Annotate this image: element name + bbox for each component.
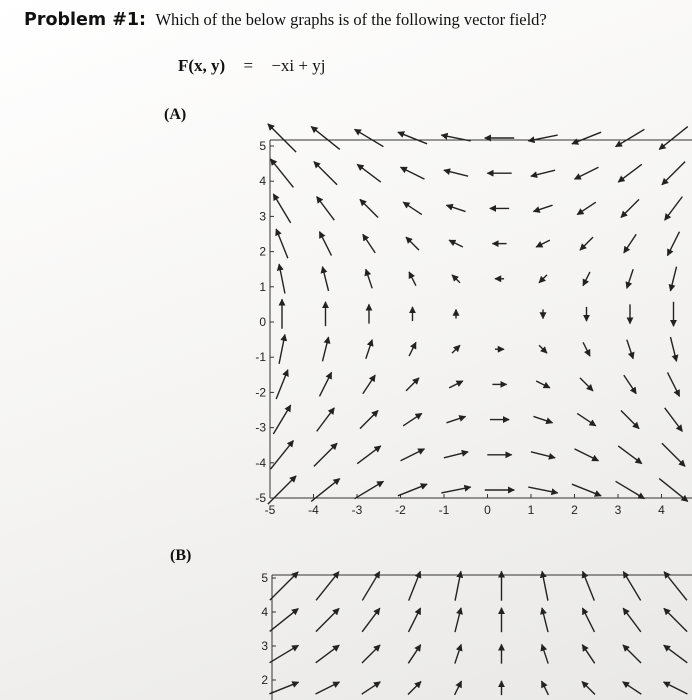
- field-arrow: [618, 164, 642, 182]
- field-arrow: [582, 645, 594, 664]
- field-arrow: [533, 205, 552, 211]
- field-arrow: [455, 571, 461, 600]
- field-arrow: [670, 267, 676, 291]
- x-tick-label: 0: [484, 503, 491, 517]
- field-arrow: [268, 124, 296, 152]
- field-arrow: [316, 682, 340, 694]
- field-arrow: [401, 449, 425, 461]
- y-tick-label: 2: [261, 673, 268, 687]
- field-arrow: [542, 608, 548, 632]
- field-arrow: [583, 272, 590, 286]
- field-arrow: [363, 234, 375, 253]
- field-arrow: [279, 335, 285, 364]
- field-arrow: [452, 275, 460, 283]
- field-arrow: [317, 197, 335, 221]
- y-tick-label: 0: [259, 315, 266, 329]
- field-arrow: [268, 476, 296, 504]
- field-arrow: [360, 411, 378, 429]
- field-arrow: [408, 645, 420, 664]
- field-arrow: [664, 682, 688, 694]
- field-arrow: [360, 199, 378, 217]
- field-arrow: [531, 452, 555, 458]
- x-tick-label: -2: [395, 503, 406, 517]
- field-arrow: [279, 264, 285, 293]
- x-tick-label: 3: [614, 503, 622, 517]
- field-arrow: [273, 405, 290, 434]
- field-arrow: [316, 645, 340, 663]
- x-tick-label: -1: [438, 503, 450, 517]
- x-tick-label: -5: [264, 503, 276, 517]
- field-arrow: [627, 340, 633, 359]
- field-arrow: [403, 413, 422, 425]
- field-arrow: [539, 345, 547, 353]
- field-arrow: [455, 644, 461, 663]
- field-arrow: [357, 446, 381, 464]
- x-tick-label: -4: [308, 503, 319, 517]
- field-arrow: [314, 162, 337, 185]
- field-arrow: [320, 232, 332, 256]
- field-arrow: [668, 232, 680, 256]
- field-arrow: [664, 608, 687, 631]
- field-arrow: [320, 372, 332, 396]
- field-arrow: [455, 608, 461, 632]
- field-arrow: [623, 572, 640, 601]
- y-tick-label: 4: [259, 174, 266, 189]
- field-arrow: [582, 681, 595, 694]
- field-arrow: [627, 269, 633, 288]
- field-arrow: [577, 202, 596, 214]
- field-arrow: [444, 452, 468, 458]
- field-arrow: [446, 416, 465, 422]
- field-arrow: [542, 644, 548, 663]
- field-arrow: [624, 234, 636, 253]
- field-arrow: [271, 159, 294, 188]
- field-arrow: [409, 342, 416, 356]
- field-arrow: [366, 340, 372, 359]
- field-arrow: [665, 408, 683, 432]
- field-arrow: [408, 681, 421, 694]
- formula-rhs: −xi + yj: [271, 56, 326, 75]
- field-arrow: [362, 645, 380, 663]
- problem-question: Which of the below graphs is of the following vector field?: [155, 10, 547, 29]
- field-arrow: [580, 237, 593, 250]
- field-arrow: [577, 413, 596, 425]
- field-arrow: [271, 441, 294, 470]
- field-arrow: [355, 129, 384, 146]
- x-tick-label: 2: [571, 503, 578, 517]
- field-arrow: [659, 127, 688, 150]
- field-arrow: [542, 571, 548, 600]
- field-arrow: [398, 132, 427, 144]
- x-tick-label: -3: [351, 503, 363, 517]
- field-arrow: [623, 645, 641, 663]
- field-arrow: [269, 682, 298, 694]
- field-arrow: [322, 337, 328, 361]
- field-arrow: [583, 571, 595, 600]
- field-arrow: [536, 240, 550, 247]
- y-tick-label: -3: [255, 420, 266, 435]
- field-arrow: [618, 446, 642, 464]
- y-tick-label: 1: [259, 279, 266, 294]
- field-arrow: [311, 127, 340, 150]
- field-arrow: [446, 205, 465, 211]
- field-arrow: [273, 194, 290, 223]
- field-arrow: [575, 167, 599, 179]
- field-arrow: [270, 645, 299, 662]
- field-arrow: [572, 132, 601, 144]
- field-arrow: [276, 229, 288, 258]
- field-arrow: [580, 378, 593, 391]
- y-tick-label: -2: [255, 385, 266, 400]
- field-arrow: [362, 572, 379, 601]
- field-arrow: [357, 164, 381, 182]
- field-arrow: [452, 345, 460, 353]
- field-arrow: [276, 370, 288, 399]
- field-arrow: [362, 682, 381, 694]
- field-arrow: [398, 484, 427, 496]
- x-tick-label: 4: [658, 503, 665, 517]
- field-arrow: [455, 681, 462, 695]
- field-arrow: [616, 129, 645, 146]
- field-arrow: [623, 608, 641, 632]
- field-arrow: [575, 449, 599, 461]
- field-arrow: [531, 170, 555, 176]
- field-arrow: [406, 378, 419, 391]
- field-arrow: [316, 572, 339, 601]
- field-arrow: [665, 197, 683, 221]
- field-arrow: [409, 272, 416, 286]
- field-arrow: [403, 202, 422, 214]
- field-arrow: [528, 487, 557, 493]
- option-a-label: (A): [164, 106, 187, 123]
- plot-a: [255, 124, 692, 517]
- field-arrow: [668, 372, 680, 396]
- field-arrow: [664, 572, 687, 601]
- field-arrow: [621, 199, 639, 217]
- field-arrow: [362, 608, 380, 632]
- problem-number: Problem #1:: [24, 10, 147, 30]
- field-arrow: [664, 645, 688, 663]
- field-arrow: [539, 275, 547, 283]
- field-arrow: [542, 681, 549, 695]
- field-arrow: [366, 269, 372, 288]
- field-arrow: [533, 416, 552, 422]
- field-arrow: [536, 381, 550, 388]
- y-tick-label: 4: [261, 605, 268, 619]
- formula-equals: =: [243, 56, 254, 75]
- field-arrow: [616, 481, 645, 498]
- field-arrow: [406, 237, 419, 250]
- field-arrow: [409, 608, 421, 632]
- y-tick-label: 5: [261, 571, 268, 585]
- field-arrow: [623, 682, 642, 694]
- field-arrow: [314, 443, 337, 466]
- field-arrow: [583, 342, 590, 356]
- option-b-label: (B): [170, 547, 192, 564]
- field-arrow: [621, 411, 639, 429]
- field-arrow: [662, 443, 685, 466]
- field-arrow: [444, 170, 468, 176]
- field-arrow: [441, 487, 470, 493]
- field-arrow: [624, 375, 636, 394]
- y-tick-label: 3: [261, 639, 268, 653]
- field-arrow: [355, 481, 384, 498]
- y-tick-label: 2: [259, 244, 266, 259]
- field-arrow: [449, 240, 463, 247]
- y-tick-label: -4: [255, 455, 266, 470]
- field-arrow: [409, 571, 421, 600]
- field-arrow: [363, 375, 375, 394]
- field-arrow: [270, 572, 298, 600]
- field-arrow: [670, 337, 676, 361]
- y-tick-label: 3: [259, 209, 266, 224]
- field-arrow: [583, 608, 595, 632]
- field-arrow: [572, 484, 601, 496]
- formula-lhs: F(x, y): [178, 56, 226, 75]
- field-arrow: [401, 167, 425, 179]
- y-tick-label: -5: [255, 491, 266, 505]
- field-arrow: [317, 408, 335, 432]
- y-tick-label: 5: [259, 139, 266, 153]
- y-tick-label: -1: [255, 350, 266, 365]
- field-arrow: [662, 162, 685, 185]
- x-tick-label: 1: [527, 503, 535, 517]
- field-arrow: [316, 608, 339, 631]
- field-arrow: [449, 381, 463, 388]
- field-arrow: [322, 267, 328, 291]
- plot-b: [261, 571, 692, 700]
